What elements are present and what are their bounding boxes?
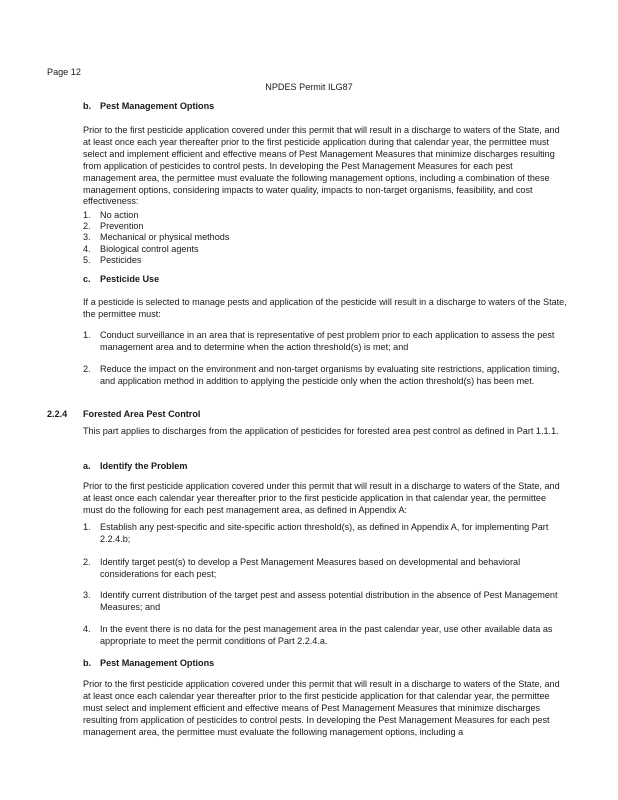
sub-a-heading: Identify the Problem xyxy=(100,461,188,471)
sub-b-heading: Pest Management Options xyxy=(100,658,215,668)
list-item-number: 1. xyxy=(83,522,91,532)
sub-b-paragraph: Prior to the first pesticide application covered under this permit that will result in a discharge to waters of the State, and at least once each calendar year thereafter prior to the first pesticide application for that calendar year, the permittee must select and implement efficient and effective means of Pest Management Measures that minimize discharges resulting from application of pesticides to control pests. In developing the Pest Management Measures for each pest management area, the permittee must evaluate the following management options, including a xyxy=(83,679,560,737)
list-item xyxy=(83,244,383,255)
list-item-number: 3. xyxy=(83,232,91,243)
list-item-number: 5. xyxy=(83,254,91,265)
list-item-text: Conduct surveillance in an area that is representative of pest problem prior to each application to assess the pest management area and to determine when the action threshold(s) is met; and xyxy=(100,330,555,352)
section-number: 2.2.4 xyxy=(47,409,68,419)
list-item xyxy=(83,221,383,232)
section-224-intro: This part applies to discharges from the application of pesticides for forested area pest control as defined in Part 1.1.1. xyxy=(83,426,559,436)
sub-a-letter: a. xyxy=(83,461,91,471)
list-item xyxy=(83,255,383,266)
list-item-text: Biological control agents xyxy=(100,243,199,254)
list-item-number: 2. xyxy=(83,221,91,232)
section-c-letter: c. xyxy=(83,274,91,284)
list-item xyxy=(83,232,383,243)
list-item-number: 4. xyxy=(83,243,91,254)
list-item-text: No action xyxy=(100,210,139,220)
permit-title: NPDES Permit ILG87 xyxy=(265,82,353,92)
section-c-heading: Pesticide Use xyxy=(100,274,160,284)
section-224-heading: Forested Area Pest Control xyxy=(83,409,201,419)
list-item-text: Mechanical or physical methods xyxy=(100,232,230,243)
list-item xyxy=(83,210,383,221)
option-list xyxy=(83,210,383,266)
page-number: Page 12 xyxy=(47,67,81,77)
list-item-number: 4. xyxy=(83,624,91,634)
list-item-number: 2. xyxy=(83,557,91,567)
list-item-number: 1. xyxy=(83,210,91,220)
section-b-letter: b. xyxy=(83,101,92,111)
list-item-text: Identify current distribution of the target pest and assess potential distribution in the absence of Pest Management Measures; and xyxy=(100,590,558,612)
list-item-text: Establish any pest-specific and site-specific action threshold(s), as defined in Appendix A, for implementing Part 2.2.4.b; xyxy=(100,522,549,544)
section-b-paragraph: Prior to the first pesticide application covered under this permit that will result in a discharge to waters of the State, and at least once each year thereafter prior to the first pesticide application during that calendar year, the permittee must select and implement efficient and effective means of Pest Management Measures that minimize discharges resulting from application of pesticides to control pests. In developing the Pest Management Measures for each pest management area, the permittee must evaluate the following management options, including a combination of these management options, considering impacts to water quality, impacts to non-target organisms, feasibility, and cost effectiveness: xyxy=(83,125,560,207)
sub-b-letter: b. xyxy=(83,658,92,668)
list-item-text: Reduce the impact on the environment and non-target organisms by evaluating site restrictions, application timing, and application method in addition to applying the pesticide only when the action threshold(s) has been met. xyxy=(100,364,560,386)
list-item-number: 1. xyxy=(83,330,91,340)
list-item-number: 2. xyxy=(83,364,91,374)
list-item-text: Prevention xyxy=(100,221,144,232)
list-item-text: In the event there is no data for the pest management area in the past calendar year, use other available data as appropriate to meet the permit conditions of Part 2.2.4.a. xyxy=(100,624,553,646)
list-item-text: Identify target pest(s) to develop a Pest Management Measures based on developmental and behavioral considerations for each pest; xyxy=(100,557,521,579)
list-item-number: 3. xyxy=(83,590,91,600)
sub-a-paragraph: Prior to the first pesticide application covered under this permit that will result in a discharge to waters of the State, and at least once each calendar year thereafter prior to the first pesticide application in that calendar year, the permittee must do the following for each pest management area, as defined in Appendix A: xyxy=(83,481,560,515)
list-item-text: Pesticides xyxy=(100,254,142,265)
section-c-paragraph: If a pesticide is selected to manage pests and application of the pesticide will result in a discharge to waters of the State, the permittee must: xyxy=(83,297,567,319)
section-b-heading: Pest Management Options xyxy=(100,101,215,111)
